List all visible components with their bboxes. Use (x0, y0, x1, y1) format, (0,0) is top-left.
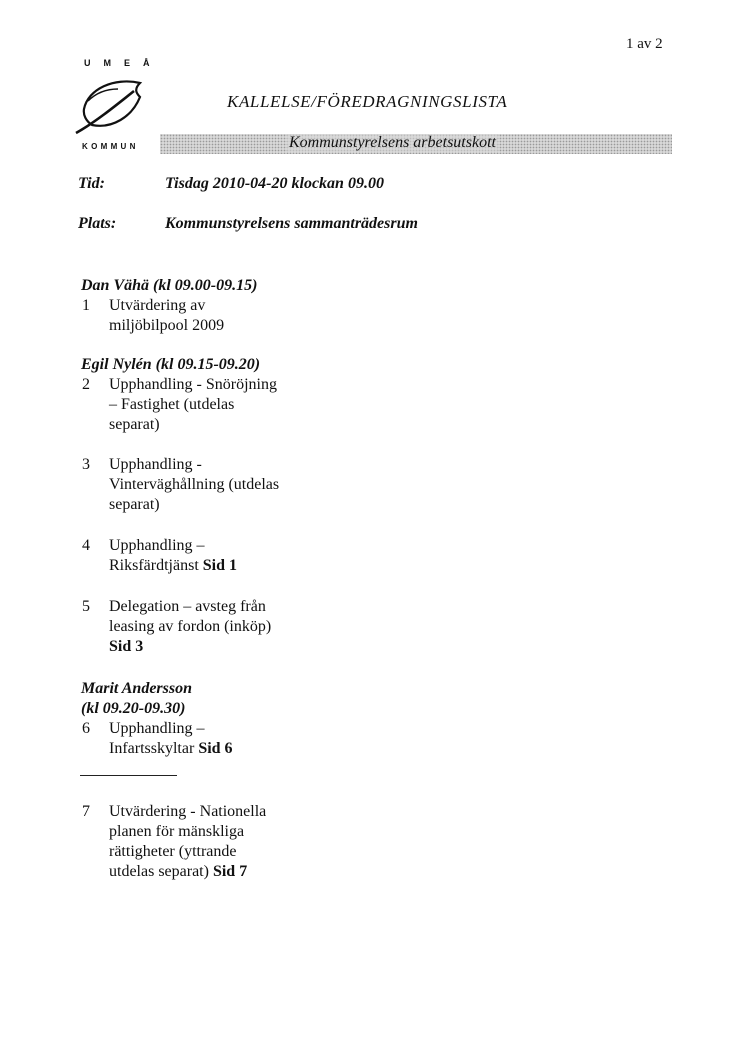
section-heading: Egil Nylén (kl 09.15-09.20) (81, 356, 261, 373)
item-number: 7 (82, 803, 90, 820)
item-text: Vinterväghållning (utdelas (109, 476, 280, 493)
section-heading: Marit Andersson (81, 680, 192, 697)
item-text: rättigheter (yttrande (109, 843, 237, 860)
umea-kommun-logo (72, 58, 163, 156)
logo-bottom-text: KOMMUN (82, 142, 139, 151)
item-text: Delegation – avsteg från (109, 598, 266, 615)
committee-name: Kommunstyrelsens arbetsutskott (289, 134, 496, 151)
page-reference: Sid 7 (212, 863, 248, 880)
item-text: planen för mänskliga (109, 823, 245, 840)
item-text: Utvärdering - Nationella (109, 803, 267, 820)
item-text: Upphandling – (109, 537, 205, 554)
page-number: 1 av 2 (626, 36, 663, 52)
item-text: miljöbilpool 2009 (109, 317, 225, 334)
item-text: separat) (109, 496, 160, 513)
page-reference: Sid 6 (198, 740, 233, 757)
item-text: – Fastighet (utdelas (109, 396, 235, 413)
item-text: Upphandling - Snöröjning (109, 376, 277, 393)
logo-top-text: UMEÅ (84, 58, 163, 68)
place-label: Plats: (78, 215, 117, 232)
time-label: Tid: (78, 175, 105, 192)
item-text: utdelas separat) (109, 863, 209, 880)
item-number: 6 (82, 720, 90, 737)
time-value: Tisdag 2010-04-20 klockan 09.00 (165, 175, 384, 192)
item-text: separat) (109, 416, 160, 433)
item-text: Upphandling – (109, 720, 205, 737)
item-number: 3 (82, 456, 90, 473)
item-number: 5 (82, 598, 90, 615)
committee-banner (160, 134, 672, 154)
item-number: 4 (82, 537, 90, 554)
item-text: leasing av fordon (inköp) (109, 618, 272, 635)
item-text: Upphandling - (109, 456, 202, 473)
document-title: KALLELSE/FÖREDRAGNINGSLISTA (227, 92, 508, 111)
item-text: Riksfärdtjänst (109, 557, 199, 574)
item-number: 1 (82, 297, 90, 314)
item-text: Utvärdering av (109, 297, 206, 314)
page-reference: Sid 1 (202, 557, 238, 574)
leaf-icon (74, 71, 154, 141)
divider-line (80, 775, 177, 776)
place-value: Kommunstyrelsens sammanträdesrum (165, 215, 418, 232)
section-heading: Dan Vähä (kl 09.00-09.15) (81, 277, 258, 294)
item-number: 2 (82, 376, 90, 393)
page-reference: Sid 3 (109, 638, 144, 655)
item-text: Infartsskyltar (109, 740, 195, 757)
section-heading-time: (kl 09.20-09.30) (81, 700, 186, 717)
